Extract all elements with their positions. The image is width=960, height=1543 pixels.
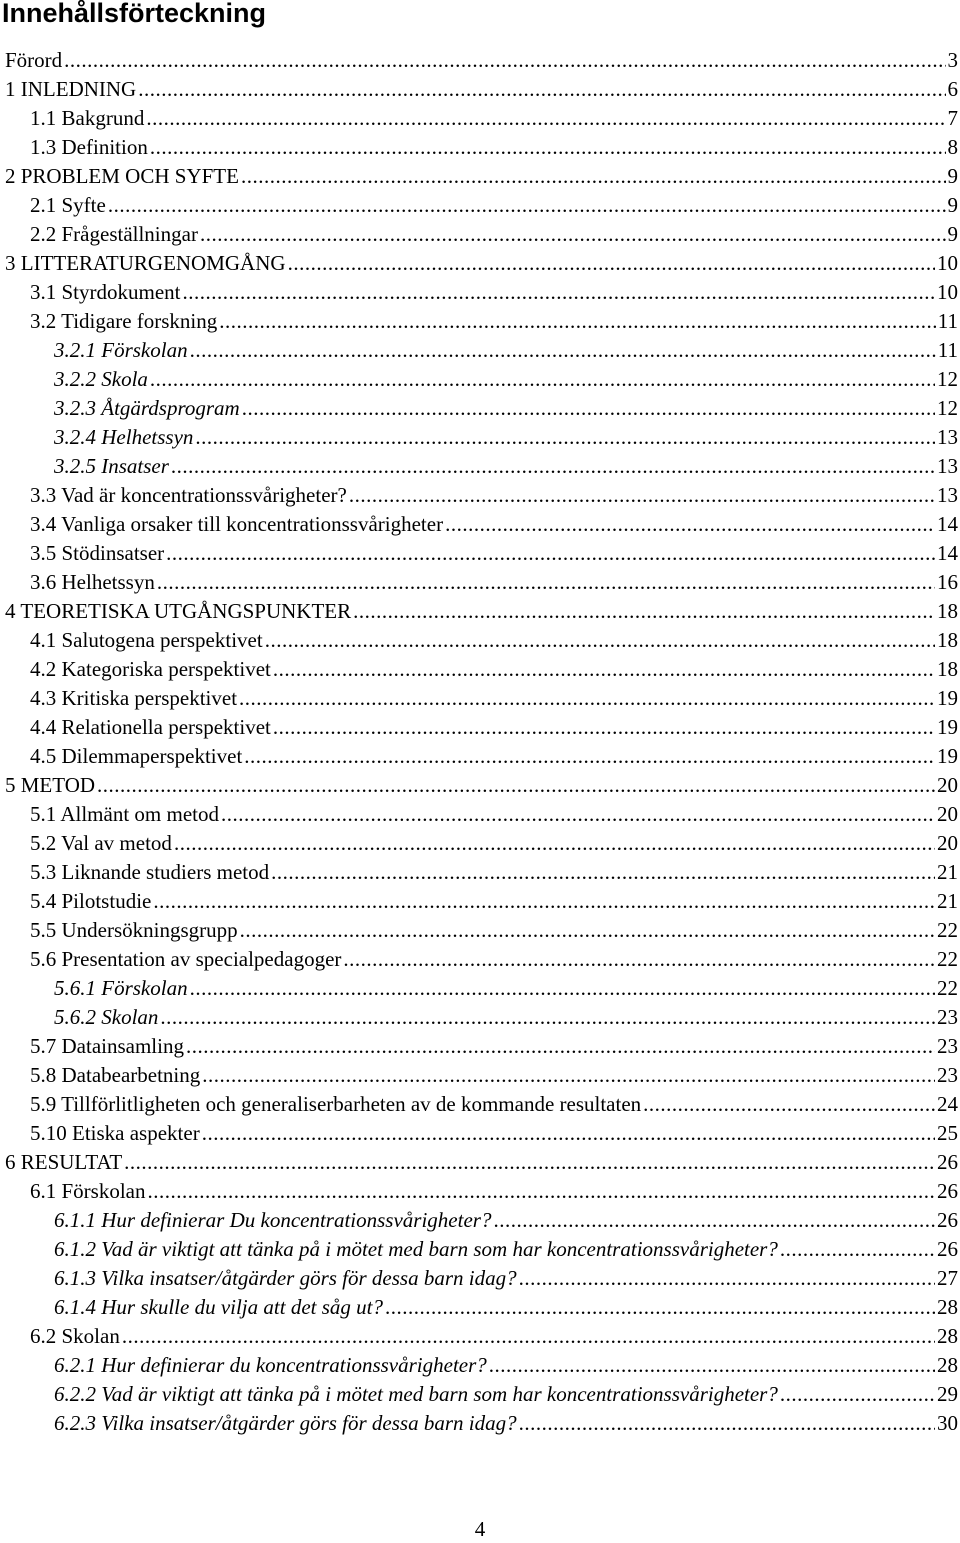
toc-entry-label: 5.6 Presentation av specialpedagoger bbox=[30, 947, 342, 971]
toc-dot-leader bbox=[202, 1119, 935, 1148]
toc-entry[interactable] bbox=[54, 365, 958, 394]
toc-entry-label: 5.2 Val av metod bbox=[30, 831, 172, 855]
toc-dot-leader bbox=[97, 771, 935, 800]
toc-dot-leader bbox=[780, 1380, 935, 1409]
toc-entry-label: 2 PROBLEM OCH SYFTE bbox=[5, 164, 239, 188]
toc-dot-leader bbox=[190, 974, 935, 1003]
toc-entry-page: 14 bbox=[937, 541, 958, 565]
toc-dot-leader bbox=[183, 278, 936, 307]
toc-entry[interactable] bbox=[5, 597, 958, 626]
toc-dot-leader bbox=[122, 1322, 935, 1351]
toc-entry[interactable] bbox=[54, 1293, 958, 1322]
toc-entry[interactable] bbox=[54, 1003, 958, 1032]
toc-dot-leader bbox=[186, 1032, 935, 1061]
toc-entry-page: 14 bbox=[937, 512, 958, 536]
toc-entry[interactable] bbox=[5, 771, 958, 800]
toc-dot-leader bbox=[221, 800, 935, 829]
toc-entry-label: 3.2.5 Insatser bbox=[54, 454, 169, 478]
toc-entry[interactable] bbox=[30, 133, 958, 162]
toc-entry[interactable] bbox=[5, 162, 958, 191]
toc-entry-page: 19 bbox=[937, 744, 958, 768]
toc-entry[interactable] bbox=[30, 539, 958, 568]
toc-entry[interactable] bbox=[30, 568, 958, 597]
toc-entry-page: 16 bbox=[937, 570, 958, 594]
toc-dot-leader bbox=[64, 46, 945, 75]
toc-entry-label: 5.1 Allmänt om metod bbox=[30, 802, 219, 826]
toc-entry-label: 3.1 Styrdokument bbox=[30, 280, 181, 304]
toc-entry[interactable] bbox=[54, 1380, 958, 1409]
toc-entry-page: 20 bbox=[937, 773, 958, 797]
toc-entry-page: 11 bbox=[937, 338, 958, 362]
toc-entry-label: 4.1 Salutogena perspektivet bbox=[30, 628, 263, 652]
toc-entry[interactable] bbox=[30, 945, 958, 974]
toc-entry-label: 3.2.1 Förskolan bbox=[54, 338, 188, 362]
toc-entry-label: 6.1.2 Vad är viktigt att tänka på i mötet med barn som har koncentrationssvårigheter? bbox=[54, 1237, 778, 1261]
toc-dot-leader bbox=[643, 1090, 935, 1119]
toc-entry-page: 28 bbox=[937, 1295, 958, 1319]
toc-entry[interactable] bbox=[54, 336, 958, 365]
toc-entry-label: 5.8 Databearbetning bbox=[30, 1063, 201, 1087]
toc-entry[interactable] bbox=[30, 626, 958, 655]
toc-entry-page: 18 bbox=[937, 657, 958, 681]
toc-entry[interactable] bbox=[30, 684, 958, 713]
toc-entry[interactable] bbox=[54, 974, 958, 1003]
toc-dot-leader bbox=[108, 191, 946, 220]
toc-dot-leader bbox=[148, 1177, 936, 1206]
toc-entry[interactable] bbox=[30, 307, 958, 336]
toc-dot-leader bbox=[160, 1003, 935, 1032]
toc-entry-label: 3.4 Vanliga orsaker till koncentrationssvårigheter bbox=[30, 512, 444, 536]
toc-entry[interactable] bbox=[54, 1235, 958, 1264]
toc-dot-leader bbox=[150, 365, 935, 394]
toc-dot-leader bbox=[219, 307, 936, 336]
toc-entry[interactable] bbox=[30, 713, 958, 742]
toc-entry-page: 3 bbox=[947, 48, 958, 72]
toc-entry-label: 5.9 Tillförlitligheten och generaliserbarheten av de kommande resultaten bbox=[30, 1092, 642, 1116]
toc-entry-page: 13 bbox=[937, 483, 958, 507]
toc-entry-page: 18 bbox=[937, 628, 958, 652]
toc-entry-label: 3 LITTERATURGENOMGÅNG bbox=[5, 251, 286, 275]
toc-entry[interactable] bbox=[54, 394, 958, 423]
toc-entry-label: 6.2.1 Hur definierar du koncentrationssvårigheter? bbox=[54, 1353, 487, 1377]
toc-dot-leader bbox=[241, 162, 946, 191]
toc-entry-label: 4.2 Kategoriska perspektivet bbox=[30, 657, 271, 681]
toc-entry-page: 22 bbox=[937, 976, 958, 1000]
toc-entry-label: 6.2 Skolan bbox=[30, 1324, 120, 1348]
toc-entry-label: 3.2 Tidigare forskning bbox=[30, 309, 218, 333]
toc-entry-label: 3.3 Vad är koncentrationssvårigheter? bbox=[30, 483, 347, 507]
toc-entry-label: 5.10 Etiska aspekter bbox=[30, 1121, 200, 1145]
toc-entry-label: 5.4 Pilotstudie bbox=[30, 889, 152, 913]
toc-entry-page: 26 bbox=[937, 1237, 958, 1261]
toc-dot-leader bbox=[385, 1293, 935, 1322]
toc-entry-label: 3.5 Stödinsatser bbox=[30, 541, 165, 565]
toc-entry-label: 6 RESULTAT bbox=[5, 1150, 123, 1174]
toc-entry[interactable] bbox=[30, 220, 958, 249]
toc-dot-leader bbox=[288, 249, 935, 278]
toc-entry-page: 11 bbox=[937, 309, 958, 333]
toc-entry-label: 5.6.1 Förskolan bbox=[54, 976, 188, 1000]
toc-entry-label: 4.5 Dilemmaperspektivet bbox=[30, 744, 243, 768]
toc-entry-page: 19 bbox=[937, 686, 958, 710]
toc-entry[interactable] bbox=[30, 1322, 958, 1351]
toc-entry-label: 5.6.2 Skolan bbox=[54, 1005, 159, 1029]
toc-dot-leader bbox=[271, 858, 935, 887]
toc-dot-leader bbox=[202, 1061, 935, 1090]
toc-entry[interactable] bbox=[30, 481, 958, 510]
toc-dot-leader bbox=[273, 713, 935, 742]
toc-entry-page: 9 bbox=[947, 222, 958, 246]
toc-entry[interactable] bbox=[54, 423, 958, 452]
toc-entry[interactable] bbox=[5, 1148, 958, 1177]
toc-entry-label: 5 METOD bbox=[5, 773, 96, 797]
toc-entry-page: 10 bbox=[937, 251, 958, 275]
toc-entry[interactable] bbox=[30, 1090, 958, 1119]
toc-entry-page: 21 bbox=[937, 889, 958, 913]
toc-entry-page: 30 bbox=[937, 1411, 958, 1435]
toc-dot-leader bbox=[343, 945, 935, 974]
toc-entry-label: 3.2.4 Helhetssyn bbox=[54, 425, 194, 449]
toc-entry[interactable] bbox=[54, 1409, 958, 1438]
toc-entry-page: 26 bbox=[937, 1208, 958, 1232]
toc-entry-page: 25 bbox=[937, 1121, 958, 1145]
toc-entry-page: 6 bbox=[947, 77, 958, 101]
toc-entry[interactable] bbox=[30, 887, 958, 916]
toc-entry-page: 28 bbox=[937, 1324, 958, 1348]
toc-entry-page: 18 bbox=[937, 599, 958, 623]
toc-dot-leader bbox=[353, 597, 935, 626]
toc-entry[interactable] bbox=[30, 655, 958, 684]
toc-entry[interactable] bbox=[30, 278, 958, 307]
toc-entry[interactable] bbox=[30, 191, 958, 220]
toc-entry-label: 3.2.3 Åtgärdsprogram bbox=[54, 396, 240, 420]
toc-dot-leader bbox=[138, 75, 945, 104]
toc-dot-leader bbox=[124, 1148, 935, 1177]
toc-entry[interactable] bbox=[30, 800, 958, 829]
toc-entry-page: 10 bbox=[937, 280, 958, 304]
toc-entry-label: 5.5 Undersökningsgrupp bbox=[30, 918, 238, 942]
toc-entry-label: 6.2.2 Vad är viktigt att tänka på i mötet med barn som har koncentrationssvårigheter? bbox=[54, 1382, 778, 1406]
toc-entry-label: 3.6 Helhetssyn bbox=[30, 570, 155, 594]
toc-entry-page: 20 bbox=[937, 802, 958, 826]
toc-entry-page: 24 bbox=[937, 1092, 958, 1116]
toc-entry[interactable] bbox=[30, 916, 958, 945]
page-number: 4 bbox=[474, 1517, 486, 1541]
toc-entry-label: 2.1 Syfte bbox=[30, 193, 106, 217]
toc-entry-page: 23 bbox=[937, 1005, 958, 1029]
toc-entry-label: 4 TEORETISKA UTGÅNGSPUNKTER bbox=[5, 599, 352, 623]
toc-entry[interactable] bbox=[30, 1177, 958, 1206]
toc-entry-page: 26 bbox=[937, 1179, 958, 1203]
toc-dot-leader bbox=[239, 684, 935, 713]
toc-entry-page: 26 bbox=[937, 1150, 958, 1174]
toc-entry-label: 1 INLEDNING bbox=[5, 77, 137, 101]
toc-entry[interactable] bbox=[30, 858, 958, 887]
toc-entry-page: 9 bbox=[947, 164, 958, 188]
toc-entry[interactable] bbox=[30, 1119, 958, 1148]
toc-dot-leader bbox=[166, 539, 935, 568]
toc-entry-label: 1.1 Bakgrund bbox=[30, 106, 145, 130]
toc-entry[interactable] bbox=[30, 104, 958, 133]
toc-entry-page: 7 bbox=[947, 106, 958, 130]
toc-entry-page: 29 bbox=[937, 1382, 958, 1406]
toc-dot-leader bbox=[519, 1264, 935, 1293]
toc-entry-page: 19 bbox=[937, 715, 958, 739]
toc-dot-leader bbox=[174, 829, 935, 858]
toc-dot-leader bbox=[780, 1235, 935, 1264]
toc-entry-page: 22 bbox=[937, 918, 958, 942]
toc-entry[interactable] bbox=[30, 829, 958, 858]
toc-entry[interactable] bbox=[54, 1206, 958, 1235]
toc-entry[interactable] bbox=[30, 742, 958, 771]
toc-dot-leader bbox=[244, 742, 935, 771]
toc-entry-page: 23 bbox=[937, 1034, 958, 1058]
toc-entry-label: Förord bbox=[5, 48, 63, 72]
toc-entry-page: 23 bbox=[937, 1063, 958, 1087]
toc-entry[interactable] bbox=[5, 249, 958, 278]
toc-dot-leader bbox=[171, 452, 935, 481]
toc-entry-label: 6.1.3 Vilka insatser/åtgärder görs för dessa barn idag? bbox=[54, 1266, 517, 1290]
toc-entry-label: 6.1 Förskolan bbox=[30, 1179, 146, 1203]
toc-entry-page: 12 bbox=[937, 396, 958, 420]
page-title: Innehållsförteckning bbox=[2, 0, 267, 28]
toc-dot-leader bbox=[265, 626, 935, 655]
toc-dot-leader bbox=[445, 510, 935, 539]
toc-dot-leader bbox=[519, 1409, 935, 1438]
toc-entry[interactable] bbox=[5, 75, 958, 104]
toc-entry-label: 4.3 Kritiska perspektivet bbox=[30, 686, 238, 710]
toc-dot-leader bbox=[195, 423, 935, 452]
toc-entry-label: 5.3 Liknande studiers metod bbox=[30, 860, 270, 884]
toc-entry-label: 4.4 Relationella perspektivet bbox=[30, 715, 271, 739]
toc-dot-leader bbox=[157, 568, 935, 597]
toc-dot-leader bbox=[190, 336, 936, 365]
toc-entry-page: 21 bbox=[937, 860, 958, 884]
toc-entry[interactable] bbox=[54, 1264, 958, 1293]
toc-entry[interactable] bbox=[30, 1032, 958, 1061]
toc-dot-leader bbox=[153, 887, 935, 916]
toc-dot-leader bbox=[349, 481, 935, 510]
toc-entry-label: 5.7 Datainsamling bbox=[30, 1034, 184, 1058]
toc-entry[interactable] bbox=[54, 452, 958, 481]
toc-entry[interactable] bbox=[5, 46, 958, 75]
toc-dot-leader bbox=[242, 394, 935, 423]
toc-entry[interactable] bbox=[30, 1061, 958, 1090]
toc-entry-label: 6.2.3 Vilka insatser/åtgärder görs för dessa barn idag? bbox=[54, 1411, 517, 1435]
toc-entry-page: 20 bbox=[937, 831, 958, 855]
toc-dot-leader bbox=[273, 655, 935, 684]
toc-entry-page: 9 bbox=[947, 193, 958, 217]
toc-entry-label: 1.3 Definition bbox=[30, 135, 148, 159]
toc-entry-page: 12 bbox=[937, 367, 958, 391]
toc-entry-page: 8 bbox=[947, 135, 958, 159]
toc-dot-leader bbox=[493, 1206, 935, 1235]
toc-dot-leader bbox=[200, 220, 946, 249]
toc-entry-page: 27 bbox=[937, 1266, 958, 1290]
toc-entry-label: 3.2.2 Skola bbox=[54, 367, 148, 391]
toc-dot-leader bbox=[146, 104, 945, 133]
toc-entry-label: 2.2 Frågeställningar bbox=[30, 222, 198, 246]
toc-entry-page: 13 bbox=[937, 454, 958, 478]
toc-entry-label: 6.1.1 Hur definierar Du koncentrationssvårigheter? bbox=[54, 1208, 492, 1232]
toc-entry-page: 28 bbox=[937, 1353, 958, 1377]
toc-entry-page: 22 bbox=[937, 947, 958, 971]
toc-dot-leader bbox=[150, 133, 946, 162]
toc-entry[interactable] bbox=[54, 1351, 958, 1380]
toc-dot-leader bbox=[489, 1351, 935, 1380]
toc-entry-page: 13 bbox=[937, 425, 958, 449]
toc-dot-leader bbox=[240, 916, 935, 945]
toc-entry-label: 6.1.4 Hur skulle du vilja att det såg ut? bbox=[54, 1295, 383, 1319]
toc-entry[interactable] bbox=[30, 510, 958, 539]
